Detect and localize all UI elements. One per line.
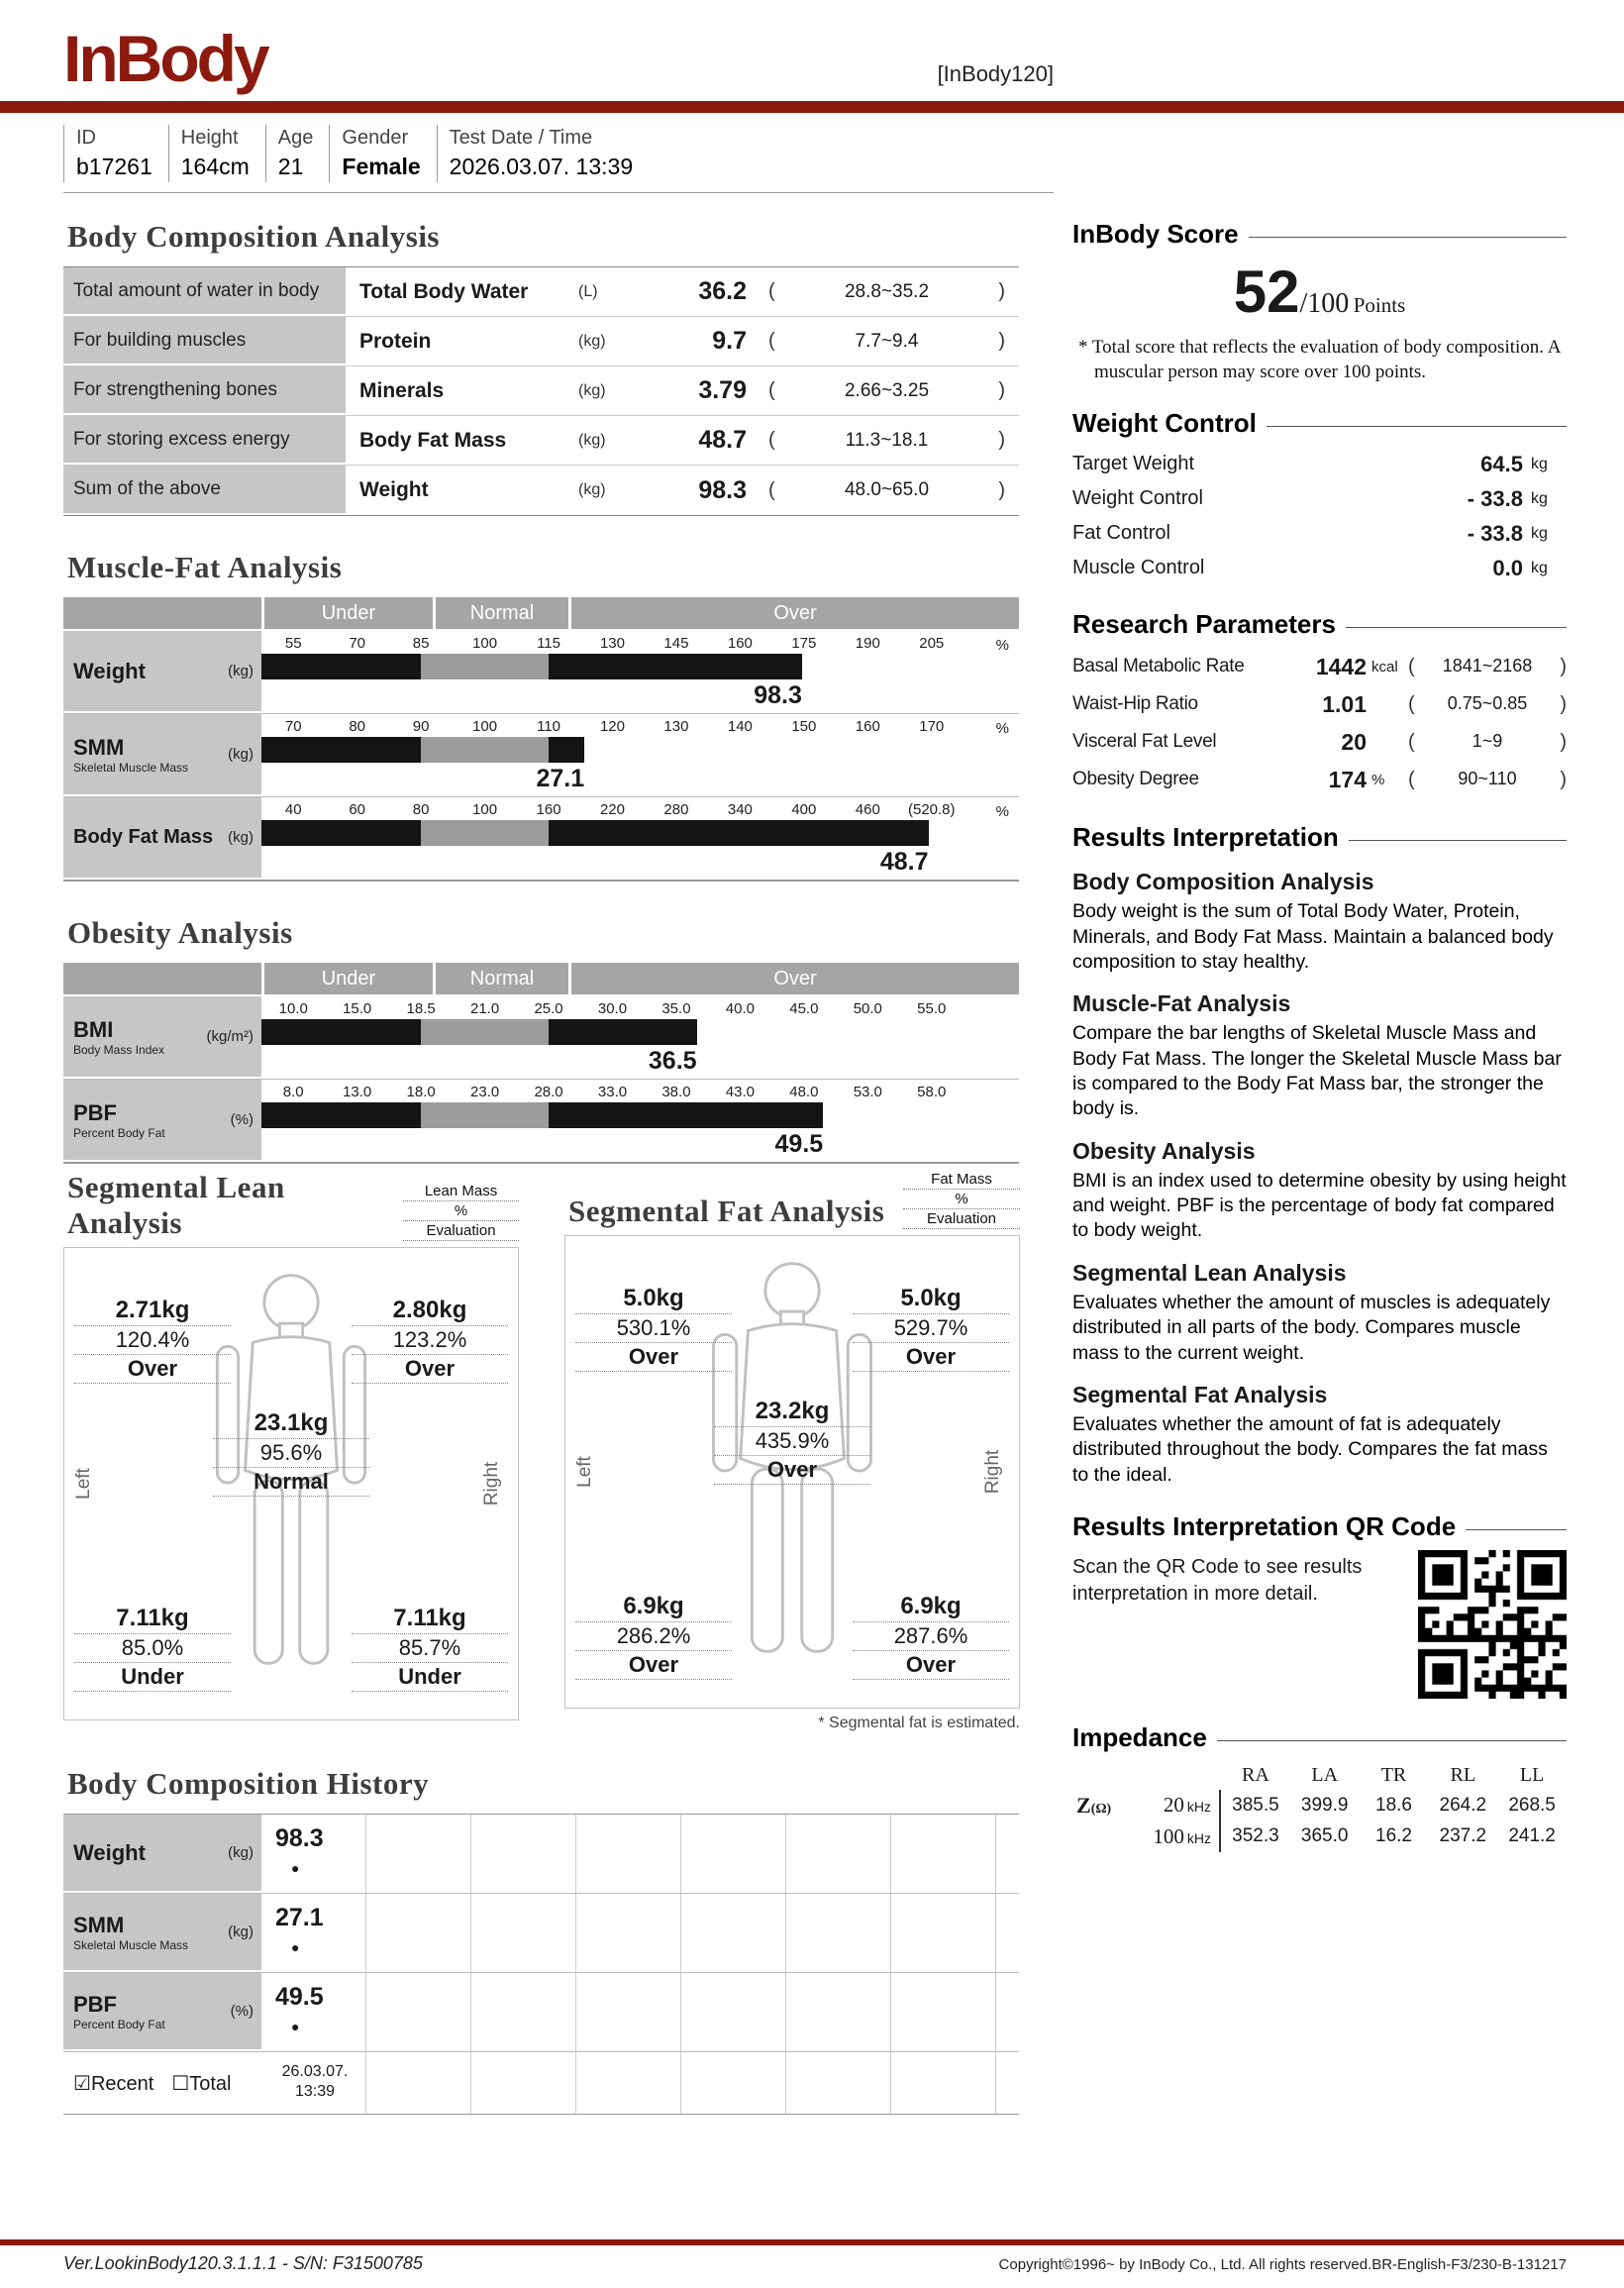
history-plot <box>261 1973 1019 2051</box>
tick-label: 60 <box>349 801 366 818</box>
bar-value: 49.5 <box>774 1130 824 1158</box>
tick-label: 160 <box>536 801 561 818</box>
tick-label: 70 <box>284 718 302 735</box>
body-fat-bar-row <box>63 797 1019 880</box>
segmental-lean-title: Segmental Lean Analysis <box>67 1170 285 1240</box>
fat-left-leg: 6.9kg 286.2% Over <box>575 1592 732 1680</box>
history-dot: ● <box>291 2019 300 2034</box>
tick-label: 130 <box>599 635 625 652</box>
history-dot: ● <box>291 1939 300 1955</box>
impedance-100khz-label: 100 kHz <box>1072 1821 1221 1852</box>
fat-left-arm: 5.0kg 530.1% Over <box>575 1284 732 1372</box>
table-row <box>63 366 1019 416</box>
tick-label: 80 <box>412 801 430 818</box>
zone-over: Over <box>571 963 1019 994</box>
impedance-value: 16.2 <box>1375 1825 1412 1847</box>
tick-label: 23.0 <box>469 1084 500 1100</box>
impedance-section <box>1072 1722 1567 1852</box>
history-plot <box>261 1894 1019 1972</box>
tick-label: 15.0 <box>343 1000 372 1017</box>
impedance-col-ll: LL <box>1519 1763 1545 1786</box>
height-value: 164cm <box>180 154 250 179</box>
row-description: Total amount of water in body <box>63 267 346 316</box>
obesity-degree-row: Obesity Degree 174 % ( 90~110 ) <box>1072 766 1567 792</box>
bar-value: 27.1 <box>536 765 585 792</box>
zone-header <box>63 963 1019 994</box>
row-range: ( 28.8~35.2 ) <box>768 280 1005 302</box>
tick-label: 280 <box>663 801 689 818</box>
tick-label: 18.0 <box>406 1084 436 1100</box>
interpretation-text: Evaluates whether the amount of muscles is adequately distributed in all parts of the body. Compares muscle mass to the current weight. <box>1072 1291 1551 1364</box>
tick-label: 18.5 <box>406 1000 436 1017</box>
impedance-value: 18.6 <box>1375 1794 1412 1816</box>
tick-label: 170 <box>919 718 945 735</box>
row-label: BMI Body Mass Index (kg/m²) <box>63 996 261 1079</box>
zone-corner <box>63 597 261 629</box>
bar-plot <box>261 797 1019 880</box>
fat-body-panel <box>564 1235 1020 1709</box>
tick-label: 30.0 <box>597 1000 628 1017</box>
bmi-bar-row <box>63 996 1019 1080</box>
table-row <box>63 466 1019 515</box>
interpretation-heading: Segmental Fat Analysis <box>1072 1381 1328 1407</box>
bar <box>261 1019 964 1075</box>
qr-code <box>1418 1550 1567 1699</box>
lean-body-panel <box>63 1247 519 1720</box>
row-value: 48.7 <box>698 426 747 454</box>
segmental-fat-note: * Segmental fat is estimated. <box>818 1715 1020 1731</box>
test-date-value: 2026.03.07. 13:39 <box>449 154 634 179</box>
brand-divider <box>0 101 1624 113</box>
gender-field <box>329 125 436 182</box>
right-side-label: Right <box>981 1449 1003 1495</box>
bar <box>261 737 964 792</box>
segmental-lean-section <box>63 1170 519 1732</box>
impedance-col-la: LA <box>1311 1763 1339 1786</box>
muscle-fat-table <box>63 597 1019 882</box>
version-serial: Ver.LookinBody120.3.1.1.1 - S/N: F31500785 <box>63 2253 423 2273</box>
tick-label: 120 <box>599 718 625 735</box>
row-label: SMM Skeletal Muscle Mass (kg) <box>63 1894 261 1972</box>
impedance-20khz-label: Z(Ω) 20 kHz <box>1072 1790 1221 1821</box>
bar-plot <box>261 996 1019 1079</box>
height-label: Height <box>180 127 239 149</box>
history-value: 49.5 <box>275 1983 324 2011</box>
row-label: PBF Percent Body Fat (%) <box>63 1080 261 1162</box>
table-row <box>63 416 1019 466</box>
row-range: ( 2.66~3.25 ) <box>768 379 1005 401</box>
history-title: Body Composition History <box>67 1766 430 1801</box>
tick-label: 8.0 <box>282 1084 304 1100</box>
tick-label: 85 <box>412 635 430 652</box>
bar-normal-seg <box>421 820 549 846</box>
fat-right-arm: 5.0kg 529.7% Over <box>853 1284 1009 1372</box>
tick-label: 55.0 <box>917 1000 947 1017</box>
zone-under: Under <box>264 597 433 629</box>
bar-plot <box>261 1080 1019 1162</box>
impedance-value: 237.2 <box>1439 1825 1487 1847</box>
qr-section <box>1072 1511 1567 1699</box>
tick-label: 80 <box>349 718 366 735</box>
lean-trunk: 23.1kg 95.6% Normal <box>213 1408 369 1497</box>
tick-label: 25.0 <box>534 1000 563 1017</box>
bar <box>261 820 964 876</box>
row-name: Total Body Water <box>359 279 529 303</box>
tick-label: 35.0 <box>661 1000 691 1017</box>
row-range: ( 48.0~65.0 ) <box>768 478 1005 501</box>
zone-normal: Normal <box>436 597 568 629</box>
lean-left-leg: 7.11kg 85.0% Under <box>74 1604 231 1692</box>
bar-normal-seg <box>421 1102 549 1128</box>
tick-label: (520.8) <box>907 801 956 818</box>
right-side-label: Right <box>480 1461 502 1507</box>
interpretation-heading: Body Composition Analysis <box>1072 869 1374 895</box>
left-side-label: Left <box>72 1468 94 1500</box>
tick-label: 38.0 <box>661 1084 691 1100</box>
zone-header <box>63 597 1019 629</box>
history-value: 98.3 <box>275 1824 324 1852</box>
tick-label: 110 <box>537 718 560 735</box>
table-row <box>63 267 1019 317</box>
bar-over-seg <box>549 737 584 763</box>
row-name: Weight <box>359 478 429 501</box>
row-label: PBF Percent Body Fat (%) <box>63 1973 261 2051</box>
tick-label: 145 <box>663 635 689 652</box>
recent-toggle[interactable]: ☑Recent <box>73 2072 154 2095</box>
whr-row: Waist-Hip Ratio 1.01 ( 0.75~0.85 ) <box>1072 690 1567 717</box>
row-name: Protein <box>359 329 432 353</box>
left-column <box>63 219 1019 2239</box>
impedance-value: 352.3 <box>1232 1825 1279 1847</box>
bar-over-seg <box>549 654 802 679</box>
tick-label: 160 <box>855 718 880 735</box>
body-composition-table <box>63 266 1019 516</box>
tick-scale <box>261 635 964 652</box>
row-value: 3.79 <box>698 376 747 404</box>
tick-label: 21.0 <box>469 1000 500 1017</box>
interpretation-title: Results Interpretation <box>1072 822 1567 853</box>
row-unit: (L) <box>578 282 598 300</box>
id-value: b17261 <box>76 154 152 179</box>
row-label: Body Fat Mass (kg) <box>63 797 261 880</box>
obesity-title: Obesity Analysis <box>67 915 293 950</box>
row-name: Body Fat Mass <box>359 428 507 452</box>
tick-label: 340 <box>727 801 753 818</box>
row-description: For building muscles <box>63 317 346 365</box>
bar-under-seg <box>261 820 421 846</box>
tick-label: 150 <box>791 718 817 735</box>
table-row <box>63 317 1019 366</box>
tick-label: 205 <box>919 635 945 652</box>
lean-legend: Lean Mass % Evaluation <box>403 1182 519 1241</box>
score-value-line: 52/100 Points <box>1233 259 1406 325</box>
bar-under-seg <box>261 737 421 763</box>
tick-label: 90 <box>412 718 430 735</box>
impedance-value: 365.0 <box>1300 1825 1349 1847</box>
impedance-value: 385.5 <box>1232 1794 1279 1816</box>
history-table <box>63 1814 1019 2115</box>
total-toggle[interactable]: ☐Total <box>171 2072 232 2095</box>
test-date-label: Test Date / Time <box>449 127 593 149</box>
tick-label: 100 <box>472 718 498 735</box>
lean-right-leg: 7.11kg 85.7% Under <box>352 1604 508 1692</box>
tick-scale <box>261 718 964 735</box>
inbody-logo: InBody <box>63 22 267 95</box>
tick-label: 70 <box>349 635 366 652</box>
percent-sign: % <box>995 637 1009 654</box>
tick-label: 190 <box>855 635 880 652</box>
bar-value: 36.5 <box>648 1047 697 1075</box>
fat-right-leg: 6.9kg 287.6% Over <box>853 1592 1009 1680</box>
tick-label: 40.0 <box>725 1000 755 1017</box>
mfa-title: Muscle-Fat Analysis <box>67 550 343 584</box>
height-field <box>168 125 265 182</box>
age-value: 21 <box>277 154 304 179</box>
bar-over-seg <box>549 1102 823 1128</box>
row-range: ( 11.3~18.1 ) <box>768 429 1005 451</box>
tick-label: 175 <box>791 635 817 652</box>
score-title: InBody Score <box>1072 219 1567 250</box>
research-parameters-section <box>1072 609 1567 798</box>
target-weight-row: Target Weight 64.5 kg <box>1072 451 1548 476</box>
tick-label: 43.0 <box>725 1084 755 1100</box>
page-footer <box>0 2239 1624 2288</box>
id-label: ID <box>76 127 96 149</box>
interpretation-text: Compare the bar lengths of Skeletal Muscle Mass and Body Fat Mass. The longer the Skeletal Muscle Mass bar is compared to the Body Fat Mass bar, the stronger the body is. <box>1072 1022 1562 1120</box>
tick-label: 130 <box>663 718 689 735</box>
row-label: SMM Skeletal Muscle Mass (kg) <box>63 714 261 796</box>
bar-plot <box>261 631 1019 713</box>
copyright: Copyright©1996~ by InBody Co., Ltd. All rights reserved.BR-English-F3/230-B-131217 <box>998 2256 1567 2273</box>
tick-label: 53.0 <box>853 1084 882 1100</box>
row-unit: (kg) <box>578 431 606 449</box>
score-value: 52 <box>1233 259 1300 325</box>
row-name: Minerals <box>359 378 445 402</box>
fat-legend: Fat Mass % Evaluation <box>903 1170 1020 1229</box>
bar-value: 98.3 <box>754 681 802 709</box>
row-description: For strengthening bones <box>63 366 346 415</box>
fat-trunk: 23.2kg 435.9% Over <box>714 1397 870 1485</box>
interpretation-heading: Segmental Lean Analysis <box>1072 1259 1347 1286</box>
tick-label: 220 <box>599 801 625 818</box>
qr-instruction: Scan the QR Code to see results interpretation in more detail. <box>1072 1555 1363 1605</box>
history-pbf-row <box>63 1973 1019 2052</box>
bar-value: 48.7 <box>879 848 929 876</box>
history-plot <box>261 1815 1019 1893</box>
zone-over: Over <box>571 597 1019 629</box>
weight-control-title: Weight Control <box>1072 408 1567 439</box>
tick-scale <box>261 801 964 818</box>
impedance-col-tr: TR <box>1380 1763 1407 1786</box>
bar-under-seg <box>261 1019 421 1045</box>
fat-control-row: Fat Control - 33.8 kg <box>1072 520 1548 546</box>
row-label: Weight (kg) <box>63 1815 261 1893</box>
tick-label: 50.0 <box>853 1000 882 1017</box>
tick-label: 40 <box>284 801 302 818</box>
weight-bar-row <box>63 631 1019 714</box>
percent-sign: % <box>995 720 1009 737</box>
visceral-fat-row: Visceral Fat Level 20 ( 1~9 ) <box>1072 728 1567 755</box>
results-interpretation-section <box>1072 822 1567 1488</box>
bar <box>261 1102 964 1158</box>
bar-normal-seg <box>421 1019 549 1045</box>
row-value: 98.3 <box>698 475 747 504</box>
smm-bar-row <box>63 714 1019 797</box>
pbf-bar-row <box>63 1080 1019 1162</box>
impedance-title: Impedance <box>1072 1722 1567 1753</box>
history-date: 26.03.07. 13:39 <box>281 2063 349 2100</box>
device-model: [InBody120] <box>937 61 1054 86</box>
header <box>0 0 1624 95</box>
segmental-fat-section <box>564 1170 1020 1732</box>
bar <box>261 654 964 709</box>
weight-control-row: Weight Control - 33.8 kg <box>1072 485 1548 511</box>
row-value: 9.7 <box>712 327 747 355</box>
impedance-col-rl: RL <box>1450 1763 1476 1786</box>
obesity-table <box>63 963 1019 1164</box>
bar-over-seg <box>549 820 929 846</box>
left-side-label: Left <box>573 1456 595 1488</box>
interpretation-text: BMI is an index used to determine obesity by using height and weight. PBF is the percentage of body fat compared to body weight. <box>1072 1169 1567 1242</box>
tick-scale <box>261 1084 964 1100</box>
age-label: Age <box>277 127 314 149</box>
bar-plot <box>261 714 1019 796</box>
research-title: Research Parameters <box>1072 609 1567 640</box>
right-column <box>1072 219 1567 2239</box>
tick-label: 140 <box>727 718 753 735</box>
tick-label: 48.0 <box>789 1084 819 1100</box>
zone-corner <box>63 963 261 994</box>
zone-normal: Normal <box>436 963 568 994</box>
row-label: Weight (kg) <box>63 631 261 713</box>
zone-under: Under <box>264 963 433 994</box>
id-field <box>63 125 168 182</box>
bar-under-seg <box>261 654 421 679</box>
lean-right-arm: 2.80kg 123.2% Over <box>352 1296 508 1384</box>
segmental-fat-title: Segmental Fat Analysis <box>568 1194 885 1228</box>
row-range: ( 7.7~9.4 ) <box>768 330 1005 352</box>
history-dot: ● <box>291 1860 300 1876</box>
row-unit: (kg) <box>578 332 606 350</box>
tick-scale <box>261 1000 964 1017</box>
impedance-value: 241.2 <box>1508 1825 1556 1847</box>
impedance-col-ra: RA <box>1242 1763 1269 1786</box>
gender-label: Gender <box>342 127 409 149</box>
tick-label: 160 <box>727 635 753 652</box>
muscle-control-row: Muscle Control 0.0 kg <box>1072 555 1548 580</box>
tick-label: 460 <box>855 801 880 818</box>
interpretation-text: Body weight is the sum of Total Body Water, Protein, Minerals, and Body Fat Mass. Maintain a balanced body composition to stay healthy. <box>1072 900 1554 974</box>
test-date-field <box>437 125 649 182</box>
bar-over-seg <box>549 1019 697 1045</box>
qr-title: Results Interpretation QR Code <box>1072 1511 1567 1542</box>
gender-value: Female <box>342 154 421 179</box>
inbody-score-section <box>1072 219 1567 384</box>
bar-under-seg <box>261 1102 421 1128</box>
impedance-value: 268.5 <box>1508 1794 1556 1816</box>
tick-label: 100 <box>472 801 498 818</box>
row-value: 36.2 <box>698 277 747 305</box>
history-plot <box>261 2052 1019 2114</box>
history-weight-row <box>63 1815 1019 1894</box>
age-field <box>265 125 330 182</box>
tick-label: 45.0 <box>789 1000 819 1017</box>
row-unit: (kg) <box>578 481 606 498</box>
row-description: Sum of the above <box>63 466 346 515</box>
percent-sign: % <box>995 803 1009 820</box>
tick-label: 33.0 <box>597 1084 628 1100</box>
tick-label: 28.0 <box>534 1084 563 1100</box>
weight-control-section <box>1072 408 1567 585</box>
history-smm-row <box>63 1894 1019 1973</box>
interpretation-heading: Muscle-Fat Analysis <box>1072 990 1291 1017</box>
lean-left-arm: 2.71kg 120.4% Over <box>74 1296 231 1384</box>
tick-label: 13.0 <box>343 1084 372 1100</box>
bar-normal-seg <box>421 654 549 679</box>
row-description: For storing excess energy <box>63 416 346 465</box>
tick-label: 58.0 <box>917 1084 947 1100</box>
bmr-row: Basal Metabolic Rate 1442 kcal ( 1841~2168 ) <box>1072 653 1567 679</box>
row-unit: (kg) <box>578 381 606 399</box>
impedance-value: 399.9 <box>1300 1794 1349 1816</box>
score-note: * Total score that reflects the evaluation of body composition. A muscular person may score over 100 points. <box>1078 337 1561 382</box>
history-footer-row <box>63 2052 1019 2114</box>
bar-normal-seg <box>421 737 549 763</box>
impedance-table <box>1072 1761 1567 1852</box>
interpretation-heading: Obesity Analysis <box>1072 1137 1256 1164</box>
tick-label: 55 <box>284 635 302 652</box>
impedance-value: 264.2 <box>1439 1794 1487 1816</box>
tick-label: 115 <box>537 635 560 652</box>
bca-title: Body Composition Analysis <box>67 219 440 254</box>
patient-info-bar <box>63 125 1054 193</box>
tick-label: 100 <box>472 635 498 652</box>
interpretation-text: Evaluates whether the amount of fat is adequately distributed throughout the body. Compares the fat mass to the ideal. <box>1072 1412 1548 1486</box>
tick-label: 400 <box>791 801 817 818</box>
tick-label: 10.0 <box>278 1000 308 1017</box>
history-value: 27.1 <box>275 1904 324 1931</box>
